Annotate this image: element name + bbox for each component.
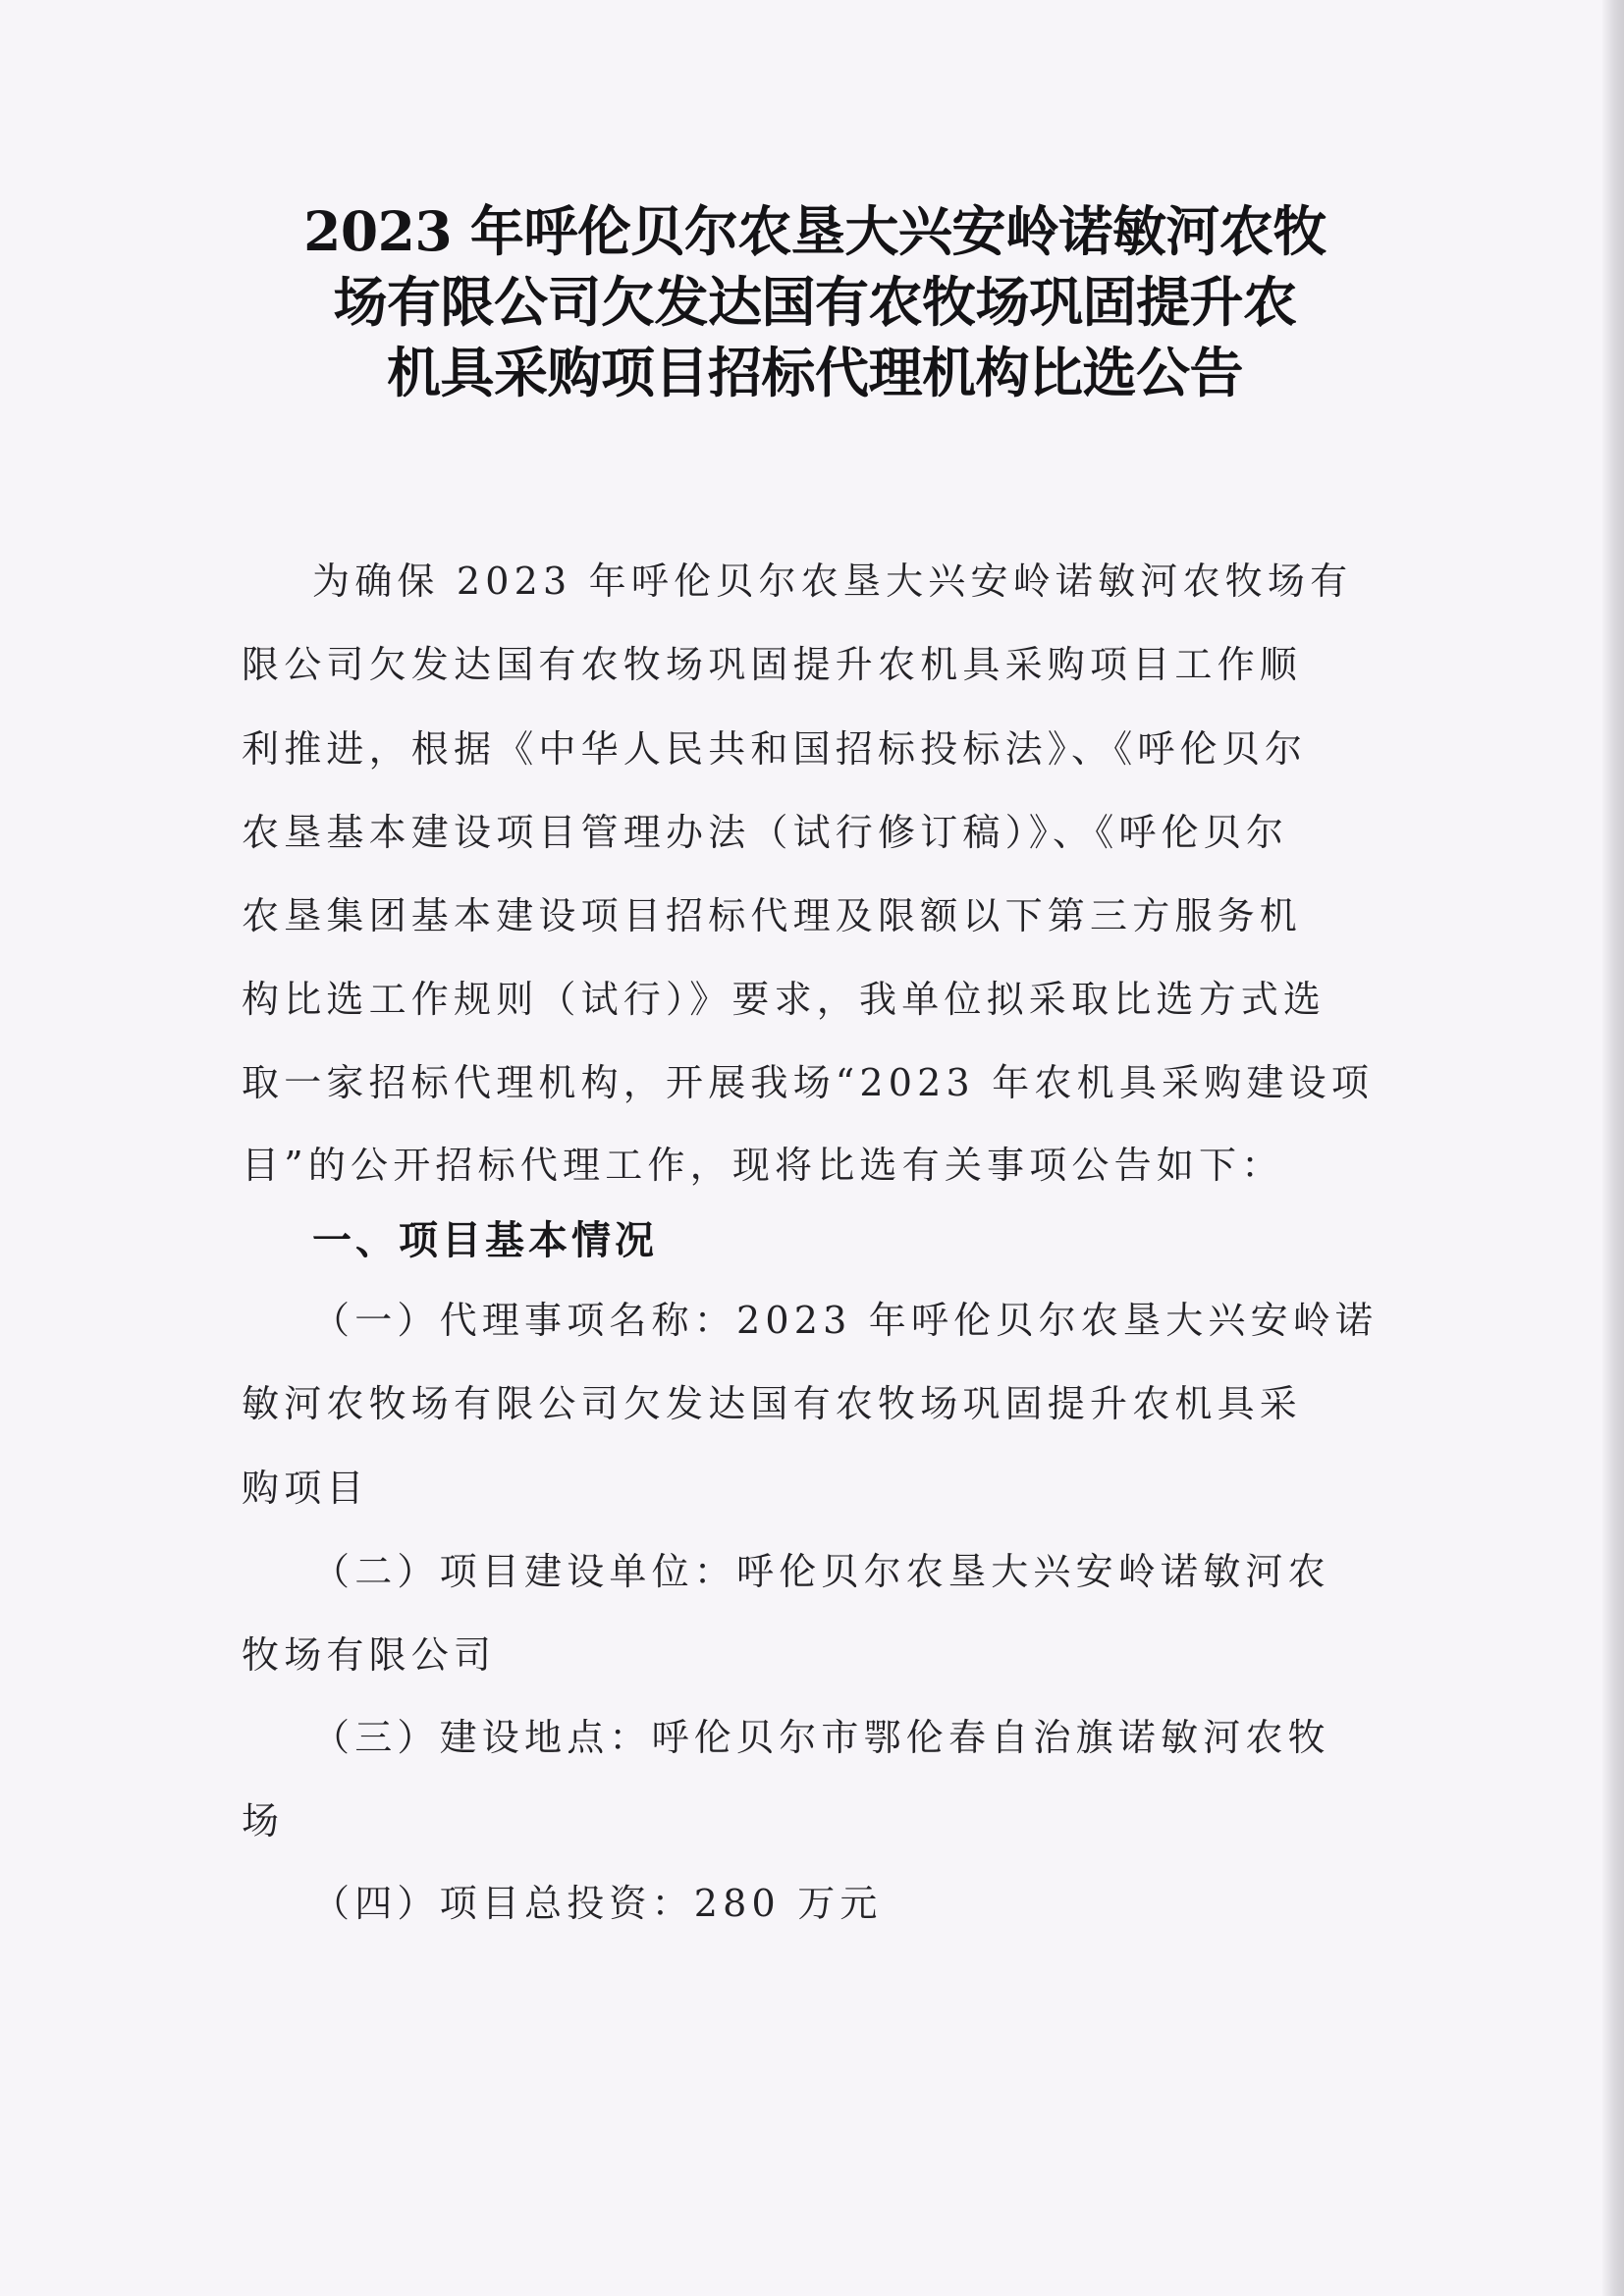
item-line: （一）代理事项名称：2023 年呼伦贝尔农垦大兴安岭诺 xyxy=(312,1299,1379,1342)
intro-line: 为确保 2023 年呼伦贝尔农垦大兴安岭诺敏河农牧场有 xyxy=(312,560,1353,603)
title-line: 场有限公司欠发达国有农牧场巩固提升农 xyxy=(333,270,1297,334)
intro-line: 取一家招标代理机构，开展我场“2023 年农机具采购建设项 xyxy=(242,1061,1375,1104)
item-line: （四）项目总投资：280 万元 xyxy=(312,1882,883,1925)
intro-line: 限公司欠发达国有农牧场巩固提升农机具采购项目工作顺 xyxy=(242,643,1303,686)
page-edge-shadow xyxy=(1602,0,1624,2296)
intro-line: 利推进，根据《中华人民共和国招标投标法》、《呼伦贝尔 xyxy=(242,727,1308,771)
item-line: 牧场有限公司 xyxy=(242,1633,497,1677)
document-title xyxy=(196,196,1434,408)
intro-line: 农垦基本建设项目管理办法（试行修订稿）》、《呼伦贝尔 xyxy=(242,811,1289,854)
title-line: 机具采购项目招标代理机构比选公告 xyxy=(386,341,1243,404)
item-line: 敏河农牧场有限公司欠发达国有农牧场巩固提升农机具采 xyxy=(242,1382,1303,1425)
item-line: 购项目 xyxy=(242,1467,369,1510)
item-line: （三）建设地点：呼伦贝尔市鄂伦春自治旗诺敏河农牧 xyxy=(312,1716,1330,1759)
item-line: 场 xyxy=(242,1799,285,1842)
section-heading: 一、项目基本情况 xyxy=(312,1217,658,1263)
item-line: （二）项目建设单位：呼伦贝尔农垦大兴安岭诺敏河农 xyxy=(312,1550,1330,1593)
title-line: 2023 年呼伦贝尔农垦大兴安岭诺敏河农牧 xyxy=(303,199,1326,263)
intro-line: 构比选工作规则（试行）》要求，我单位拟采取比选方式选 xyxy=(242,978,1326,1021)
intro-line: 目”的公开招标代理工作，现将比选有关事项公告如下： xyxy=(242,1144,1284,1187)
intro-line: 农垦集团基本建设项目招标代理及限额以下第三方服务机 xyxy=(242,894,1303,937)
